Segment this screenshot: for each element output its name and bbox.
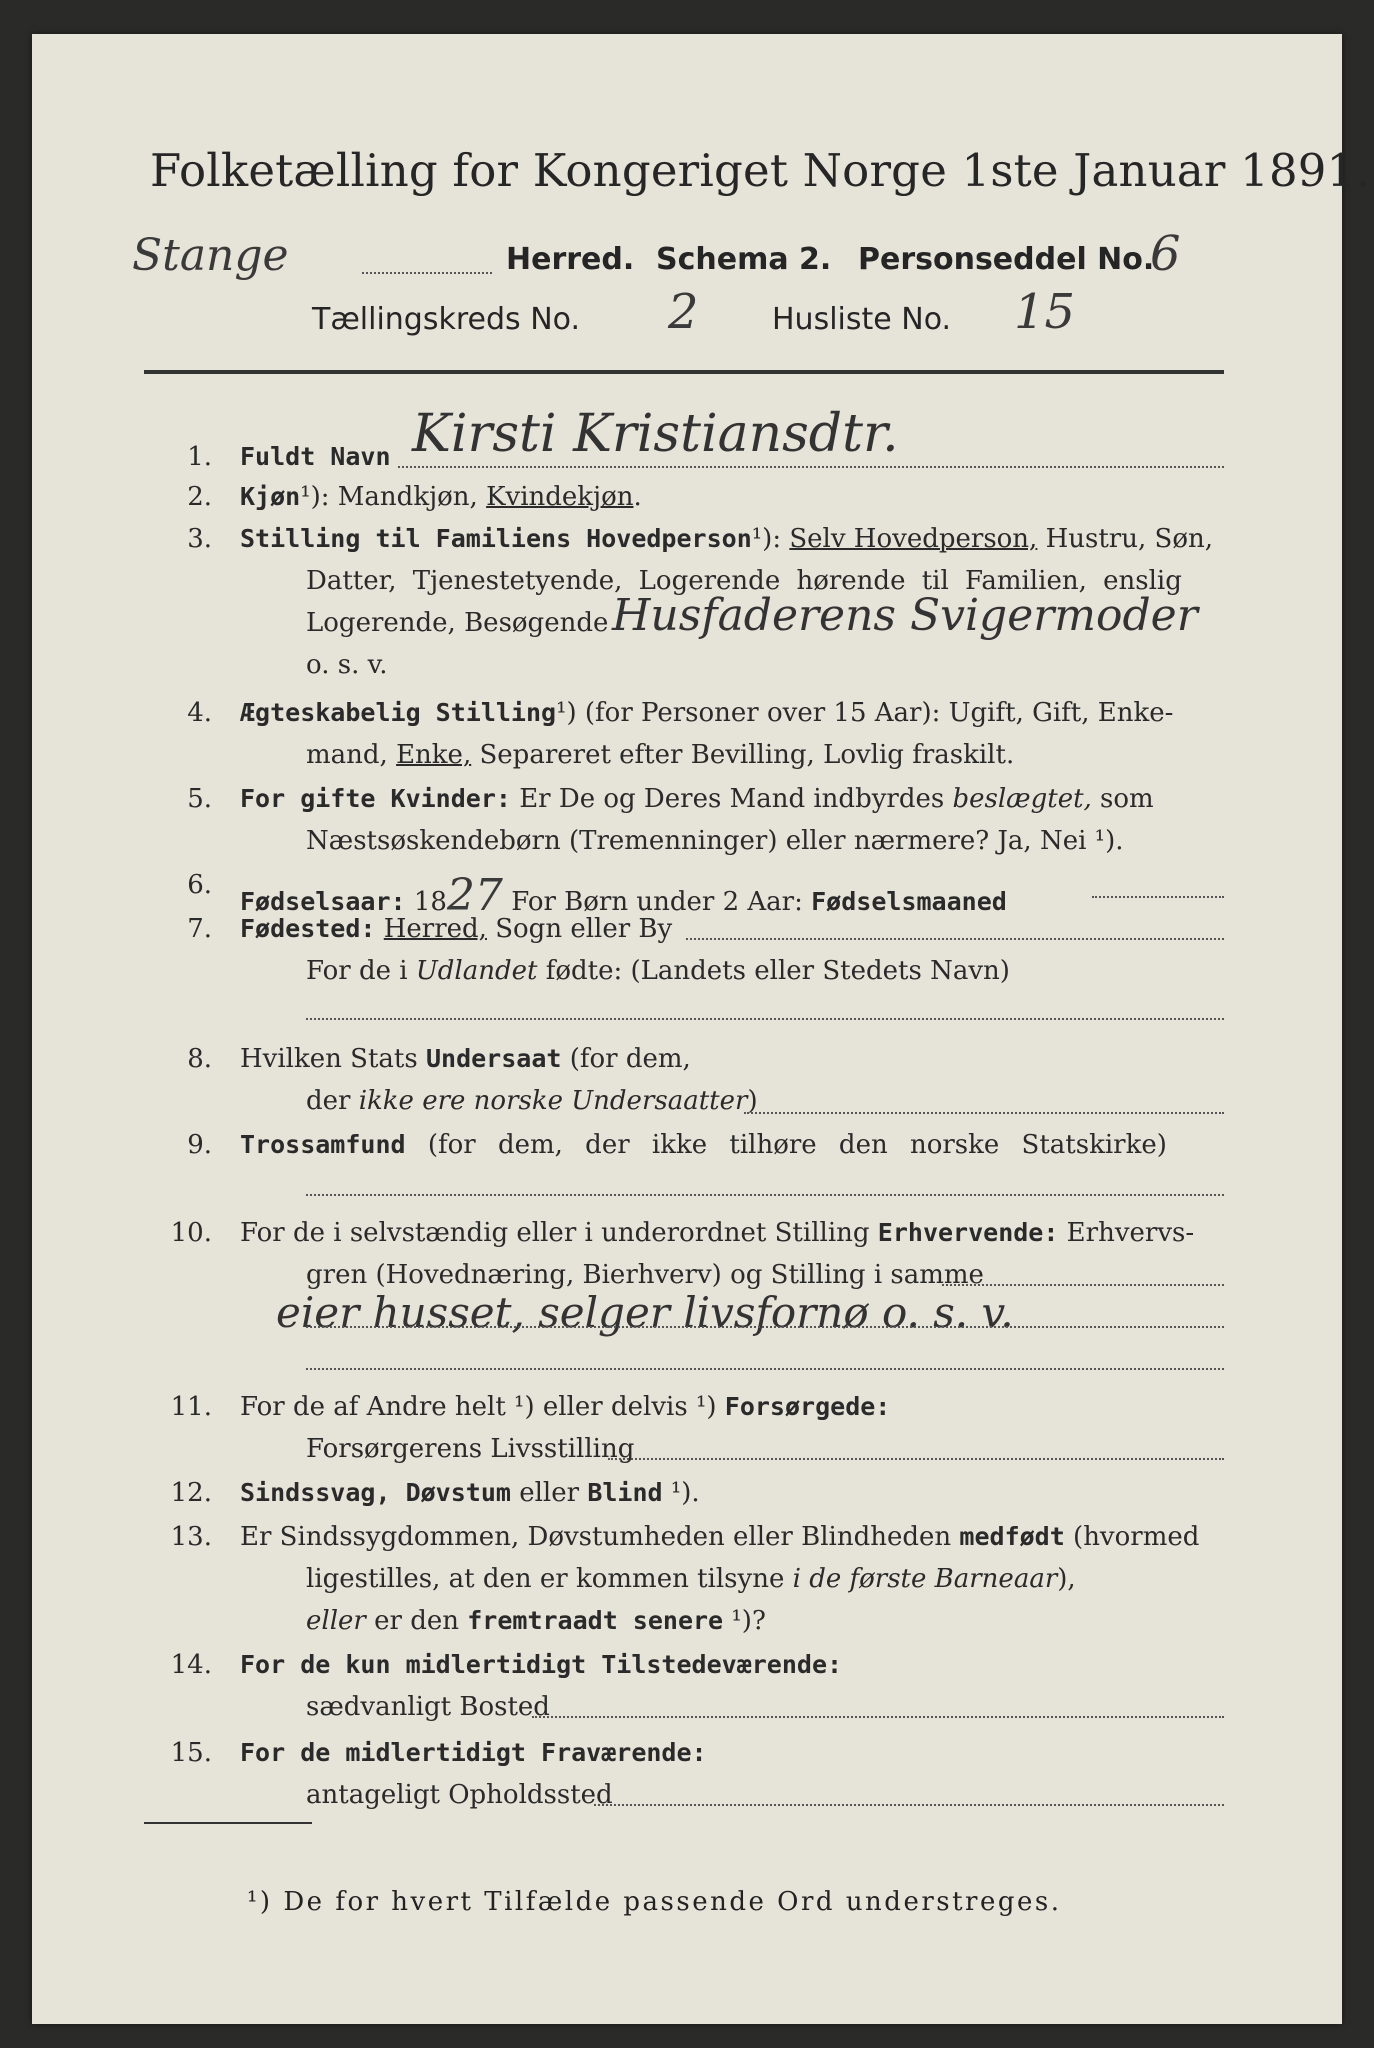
underlined-option: Kvindekjøn bbox=[486, 482, 634, 512]
item-number: 10. bbox=[170, 1218, 212, 1248]
item-number: 8. bbox=[187, 1044, 212, 1074]
answer-dotline bbox=[306, 1326, 1224, 1328]
item-line: Fødselsaar: 1827 For Børn under 2 Aar: Fødselsmaaned bbox=[240, 870, 1007, 921]
item-number: 3. bbox=[187, 524, 212, 554]
kommune-handwritten: Stange bbox=[132, 230, 289, 281]
item-line: For gifte Kvinder: Er De og Deres Mand indbyrdes beslægtet, som bbox=[240, 784, 1154, 814]
item-line: eller er den fremtraadt senere ¹)? bbox=[306, 1606, 766, 1636]
item-line: Fødested: Herred, Sogn eller By bbox=[240, 914, 673, 944]
item-number: 2. bbox=[187, 482, 212, 512]
answer-dotline bbox=[942, 1284, 1224, 1286]
item-line: For de i selvstændig eller i underordnet Stilling Erhvervende: Erhvervs- bbox=[240, 1218, 1195, 1248]
footnote: ¹) De for hvert Tilfælde passende Ord understreges. bbox=[247, 1887, 1062, 1917]
item-line: Trossamfund (for dem, der ikke tilhøre den norske Statskirke) bbox=[240, 1130, 1167, 1160]
schema-label: Schema 2. bbox=[656, 242, 832, 277]
item-line: Datter, Tjenestetyende, Logerende hørende til Familien, enslig bbox=[306, 566, 1182, 596]
item-line: gren (Hovednæring, Bierhverv) og Stilling i samme bbox=[306, 1260, 984, 1290]
item-line: Næstsøskendebørn (Tremenninger) eller nærmere? Ja, Nei ¹). bbox=[306, 826, 1124, 856]
item-line: Hvilken Stats Undersaat (for dem, bbox=[240, 1044, 691, 1074]
item-line: mand, Enke, Separeret efter Bevilling, Lovlig fraskilt. bbox=[306, 740, 1015, 770]
kommune-dotline bbox=[362, 272, 492, 274]
underlined-option: Herred, bbox=[383, 914, 487, 944]
item-line: Kjøn¹): Mandkjøn, Kvindekjøn. bbox=[240, 482, 642, 512]
item-label: For de midlertidigt Fraværende: bbox=[240, 1738, 707, 1767]
item-label: Fuldt Navn bbox=[240, 442, 391, 471]
item-line: antageligt Opholdssted bbox=[306, 1780, 613, 1810]
answer-dotline bbox=[1092, 896, 1224, 898]
item-number: 13. bbox=[170, 1522, 212, 1552]
answer-dotline bbox=[594, 1804, 1224, 1806]
answer-dotline bbox=[306, 1018, 1224, 1020]
item-line: ligestilles, at den er kommen tilsyne i de første Barneaar), bbox=[306, 1564, 1076, 1594]
item-number: 6. bbox=[187, 870, 212, 900]
taellingskreds-label: Tællingskreds No. bbox=[312, 302, 580, 337]
name-handwritten: Kirsti Kristiansdtr. bbox=[412, 404, 899, 464]
item-number: 9. bbox=[187, 1130, 212, 1160]
personseddel-number: 6 bbox=[1150, 226, 1181, 282]
item-number: 12. bbox=[170, 1478, 212, 1508]
personseddel-label: Personseddel No. bbox=[858, 242, 1155, 277]
item-label: For de kun midlertidigt Tilstedeværende: bbox=[240, 1650, 843, 1679]
herred-label: Herred. bbox=[506, 242, 635, 277]
item-line: der ikke ere norske Undersaatter) bbox=[306, 1086, 758, 1116]
item-line: sædvanligt Bosted bbox=[306, 1692, 550, 1722]
husliste-number: 15 bbox=[1014, 284, 1076, 340]
item-number: 15. bbox=[170, 1738, 212, 1768]
answer-dotline bbox=[306, 1368, 1224, 1370]
form-title: Folketælling for Kongeriget Norge 1ste Januar 1891. bbox=[150, 144, 1370, 197]
husliste-label: Husliste No. bbox=[772, 302, 952, 337]
item-number: 1. bbox=[187, 442, 212, 472]
item-number: 14. bbox=[170, 1650, 212, 1680]
answer-dotline bbox=[532, 1716, 1224, 1718]
item-number: 11. bbox=[170, 1392, 212, 1422]
underlined-option: Selv Hovedperson, bbox=[789, 524, 1038, 554]
item-line: For de af Andre helt ¹) eller delvis ¹) Forsørgede: bbox=[240, 1392, 891, 1422]
birthyear-handwritten: 27 bbox=[446, 870, 503, 921]
answer-dotline bbox=[744, 1112, 1224, 1114]
answer-dotline bbox=[608, 1458, 1224, 1460]
item-number: 5. bbox=[187, 784, 212, 814]
underlined-option: Enke, bbox=[396, 740, 472, 770]
item-number: 4. bbox=[187, 698, 212, 728]
answer-dotline bbox=[306, 1194, 1224, 1196]
census-form-sheet bbox=[32, 34, 1370, 2024]
item-line: Ægteskabelig Stilling¹) (for Personer over 15 Aar): Ugift, Gift, Enke- bbox=[240, 698, 1174, 728]
taellingskreds-number: 2 bbox=[668, 284, 699, 340]
item-line: Sindssvag, Døvstum eller Blind ¹). bbox=[240, 1478, 700, 1508]
occupation-handwritten: eier husset, selger livsfornø o. s. v. bbox=[276, 1288, 1014, 1337]
item-line: Logerende, Besøgende bbox=[306, 608, 609, 638]
answer-dotline bbox=[686, 938, 1224, 940]
item-line: Stilling til Familiens Hovedperson¹): Selv Hovedperson, Hustru, Søn, bbox=[240, 524, 1213, 554]
footnote-rule bbox=[144, 1822, 312, 1824]
answer-dotline bbox=[398, 466, 1224, 468]
item-line: Er Sindssygdommen, Døvstumheden eller Blindheden medfødt (hvormed bbox=[240, 1522, 1200, 1552]
item-line: o. s. v. bbox=[306, 650, 388, 680]
stilling-handwritten: Husfaderens Svigermoder bbox=[612, 590, 1198, 641]
item-number: 7. bbox=[187, 914, 212, 944]
header-rule bbox=[144, 370, 1224, 374]
item-line: For de i Udlandet fødte: (Landets eller Stedets Navn) bbox=[306, 956, 1010, 986]
item-line: Forsørgerens Livsstilling bbox=[306, 1434, 635, 1464]
